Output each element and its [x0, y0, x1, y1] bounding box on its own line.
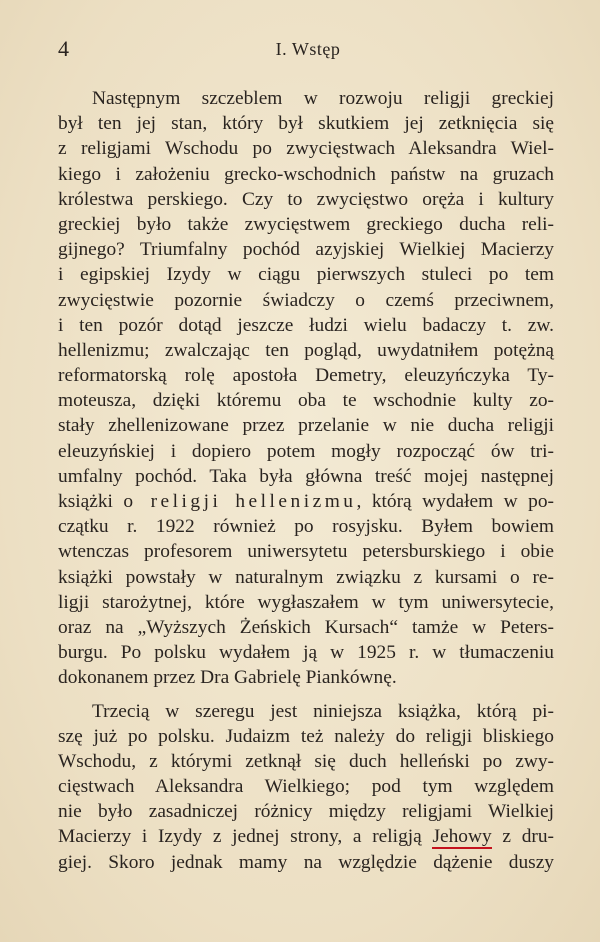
paragraph — [58, 86, 554, 691]
text-line: Wschodu, z którymi zetknął się duch helleński po zwy- — [58, 750, 554, 772]
text-line: umfalny pochód. Taka była główna treść mojej następnej — [58, 465, 554, 487]
text-line: gijnego? Triumfalny pochód azyjskiej Wielkiej Macierzy — [58, 239, 554, 261]
text-line: oraz na „Wyższych Żeńskich Kursach“ tamże w Peters- — [58, 616, 554, 638]
text-line: eleuzyńskiej i dopiero potem mogły rozpocząć ów tri- — [58, 440, 554, 462]
text-line: stały zhellenizowane przez przelanie w nie ducha religji — [58, 415, 554, 437]
text-line: ligji starożytnej, które wygłaszałem w tym uniwersytecie, — [58, 591, 554, 613]
text-line: burgu. Po polsku wydałem ją w 1925 r. w tłumaczeniu — [58, 642, 554, 664]
page-header — [58, 37, 558, 61]
text-line: i egipskiej Izydy w ciągu pierwszych stuleci po tem — [58, 264, 554, 286]
text-line: królestwa perskiego. Czy to zwycięstwo oręża i kultury — [58, 188, 554, 210]
text-line: i ten pozór dotąd jeszcze łudzi wielu badaczy t. zw. — [58, 314, 554, 336]
spaced-book-title: o religji hellenizmu — [123, 491, 357, 512]
text-line-book-title — [58, 489, 554, 514]
text-line: giej. Skoro jednak mamy na względzie dążenie duszy — [58, 851, 554, 873]
text-line: był ten jej stan, który był skutkiem jej zetknięcia się — [58, 113, 554, 135]
text-segment: z dru- — [491, 826, 554, 848]
text-line: kiego i założeniu grecko-wschodnich państw na gruzach — [58, 163, 554, 185]
running-title: I. Wstęp — [275, 39, 341, 59]
paragraph-gap — [58, 691, 554, 699]
text-line: cięstwach Aleksandra Wielkiego; pod tym względem — [58, 776, 554, 798]
text-line: wtenczas profesorem uniwersytetu petersburskiego i obie — [58, 541, 554, 563]
text-line: Trzecią w szeregu jest niniejsza książka, którą pi- — [92, 700, 554, 722]
text-segment: Macierzy i Izydy z jednej strony, a religją — [58, 826, 433, 848]
text-line: moteusza, dzięki któremu oba te wschodnie kulty zo- — [58, 390, 554, 412]
text-line: reformatorską rolę apostoła Demetry, eleuzyńczyka Ty- — [58, 365, 554, 387]
text-segment: książki — [58, 491, 113, 512]
text-line: greckiej było także zwycięstwem greckiego ducha reli- — [58, 213, 554, 235]
text-line: Następnym szczeblem w rozwoju religji greckiej — [92, 88, 554, 109]
paragraph — [58, 699, 554, 875]
text-line: książki powstały w naturalnym związku z kursami o re- — [58, 566, 554, 588]
page-number: 4 — [58, 36, 69, 61]
text-segment: , którą wydałem w po- — [356, 491, 554, 512]
underlined-word: Jehowy — [432, 826, 492, 848]
text-line: z religjami Wschodu po zwycięstwach Aleksandra Wiel- — [58, 138, 554, 160]
text-line: hellenizmu; zwalczając ten pogląd, uwydatniłem potężną — [58, 339, 554, 361]
text-line-underlined — [58, 824, 554, 849]
text-line: dokonanem przez Dra Gabrielę Piankównę. — [58, 667, 397, 689]
body-text — [58, 86, 554, 875]
text-line: czątku r. 1922 również po rosyjsku. Byłem bowiem — [58, 516, 554, 538]
text-line: szę już po polsku. Judaizm też należy do religji bliskiego — [58, 725, 554, 747]
text-line: nie było zasadniczej różnicy między religjami Wielkiej — [58, 801, 554, 823]
text-line: zwycięstwie pozornie świadczy o czemś przeciwnem, — [58, 289, 554, 311]
